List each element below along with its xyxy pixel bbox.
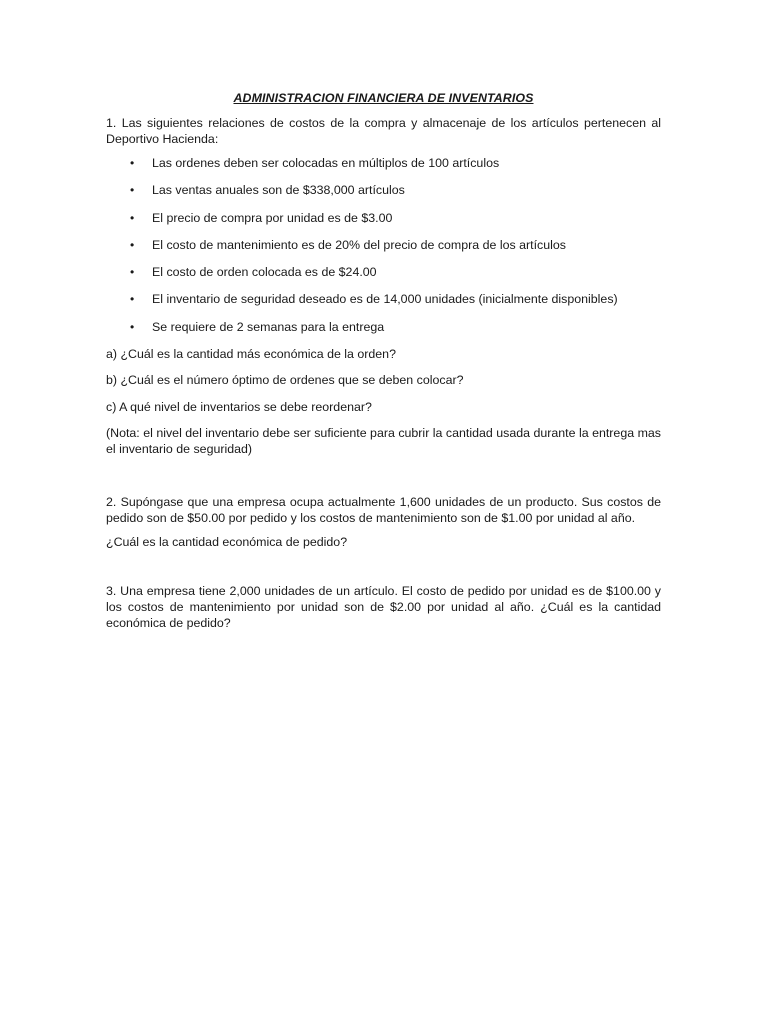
problem-3-text: 3. Una empresa tiene 2,000 unidades de un artículo. El costo de pedido por unidad es de $100.00 y los costos de mantenimiento por unidad son de $2.00 por unidad al año. ¿Cuál es la cantidad económica de pedido? [106, 583, 661, 630]
bullet-text: Las ordenes deben ser colocadas en múltiplos de 100 artículos [152, 156, 500, 170]
problem-1-intro: 1. Las siguientes relaciones de costos de la compra y almacenaje de los artículos pertenecen al Deportivo Hacienda: [106, 116, 661, 146]
bullet-item [106, 264, 661, 280]
problem-2-question: ¿Cuál es la cantidad económica de pedido? [106, 534, 348, 549]
bullet-icon: • [130, 292, 135, 307]
question-b: b) ¿Cuál es el número óptimo de ordenes que se deben colocar? [106, 373, 464, 388]
bullet-icon: • [130, 156, 135, 170]
bullet-text: El costo de mantenimiento es de 20% del precio de compra de los artículos [152, 237, 566, 252]
bullet-item [106, 319, 661, 335]
bullet-icon: • [130, 183, 135, 198]
document-page [106, 90, 661, 631]
bullet-item [106, 291, 661, 307]
problem-1-bullet-list [106, 155, 661, 335]
bullet-text: Se requiere de 2 semanas para la entrega [152, 319, 385, 334]
bullet-item [106, 210, 661, 226]
bullet-text: El inventario de seguridad deseado es de 14,000 unidades (inicialmente disponibles) [152, 292, 618, 307]
bullet-text: El precio de compra por unidad es de $3.00 [152, 210, 393, 225]
problem-2-text: 2. Supóngase que una empresa ocupa actualmente 1,600 unidades de un producto. Sus costos de pedido son de $50.00 por pedido y los costos de mantenimiento son de $1.00 por unidad al año. [106, 494, 661, 525]
question-c: c) A qué nivel de inventarios se debe reordenar? [106, 399, 372, 414]
bullet-text: Las ventas anuales son de $338,000 artículos [152, 183, 405, 198]
bullet-icon: • [130, 237, 135, 252]
bullet-icon: • [130, 210, 135, 225]
bullet-icon: • [130, 265, 135, 280]
bullet-item [106, 155, 661, 171]
document-title: ADMINISTRACION FINANCIERA DE INVENTARIOS [233, 91, 534, 105]
bullet-icon: • [130, 319, 135, 334]
bullet-item [106, 182, 661, 198]
bullet-text: El costo de orden colocada es de $24.00 [152, 265, 377, 280]
question-a: a) ¿Cuál es la cantidad más económica de la orden? [106, 347, 396, 362]
problem-1-note: (Nota: el nivel del inventario debe ser suficiente para cubrir la cantidad usada durante la entrega mas el inventario de seguridad) [106, 425, 661, 456]
bullet-item [106, 237, 661, 253]
